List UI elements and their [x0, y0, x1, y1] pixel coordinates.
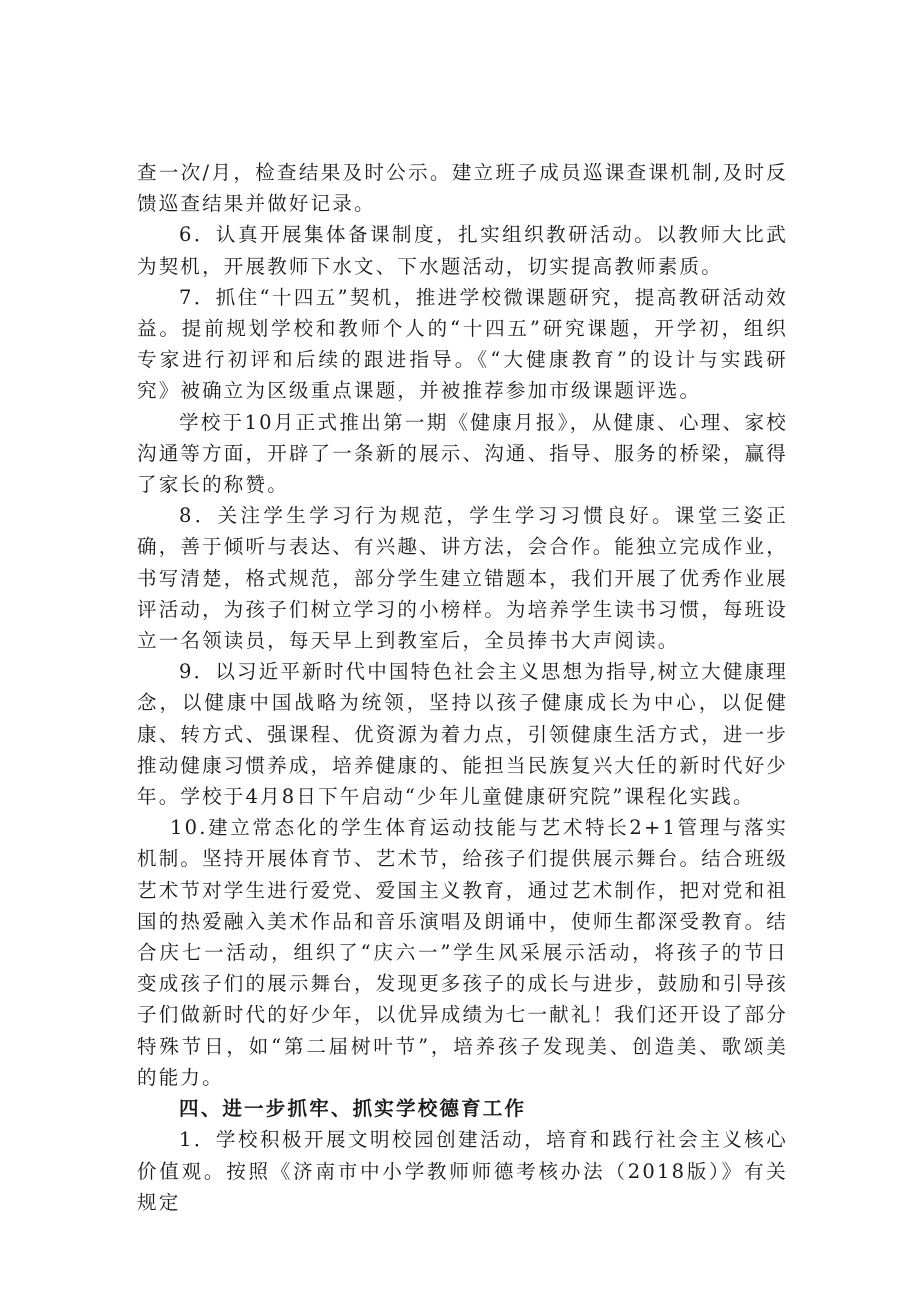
- document-body: [137, 157, 788, 1218]
- section-heading-moral-education: 四、进一步抓牢、抓实学校德育工作: [179, 1097, 527, 1121]
- paragraph-item-9: 9．以习近平新时代中国特色社会主义思想为指导,树立大健康理念，以健康中国战略为统领，坚持以孩子健康成长为中心，以促健康、转方式、强课程、优资源为着力点，引领健康生活方式，进一步推动健康习惯养成，培养健康的、能担当民族复兴大任的新时代好少年。学校于4月8日下午启动“少年儿童健康研究院”课程化实践。: [137, 660, 789, 809]
- paragraph-inspection-continued: 查一次/月，检查结果及时公示。建立班子成员巡课查课机制,及时反馈巡查结果并做好记录。: [137, 161, 788, 216]
- paragraph-item-7: 7．抓住“十四五”契机，推进学校微课题研究，提高教研活动效益。提前规划学校和教师个人的“十四五”研究课题，开学初，组织专家进行初评和后续的跟进指导。《“大健康教育”的设计与实践研究》被确立为区级重点课题，并被推荐参加市级课题评选。: [137, 285, 788, 403]
- paragraph-section-4-item-1: 1．学校积极开展文明校园创建活动，培育和践行社会主义核心价值观。按照《济南市中小学教师师德考核办法（2018版）》有关规定: [137, 1128, 788, 1214]
- paragraph-health-monthly: 学校于10月正式推出第一期《健康月报》，从健康、心理、家校沟通等方面，开辟了一条新的展示、沟通、指导、服务的桥梁，赢得了家长的称赞。: [137, 410, 789, 497]
- paragraph-item-6: 6．认真开展集体备课制度，扎实组织教研活动。以教师大比武为契机，开展教师下水文、下水题活动，切实提高教师素质。: [137, 223, 788, 278]
- paragraph-item-8: 8．关注学生学习行为规范，学生学习习惯良好。课堂三姿正确，善于倾听与表达、有兴趣、讲方法，会合作。能独立完成作业，书写清楚，格式规范，部分学生建立错题本，我们开展了优秀作业展评活动，为孩子们树立学习的小榜样。为培养学生读书习惯，每班设立一名领读员，每天早上到教室后，全员捧书大声阅读。: [137, 504, 789, 653]
- paragraph-item-10: 10.建立常态化的学生体育运动技能与艺术特长2+1管理与落实机制。坚持开展体育节、艺术节，给孩子们提供展示舞台。结合班级艺术节对学生进行爱党、爱国主义教育，通过艺术制作，把对党和祖国的热爱融入美术作品和音乐演唱及朗诵中，使师生都深受教育。结合庆七一活动，组织了“庆六一”学生风采展示活动，将孩子的节日变成孩子们的展示舞台，发现更多孩子的成长与进步，鼓励和引导孩子们做新时代的好少年，以优异成绩为七一献礼！我们还开设了部分特殊节日，如“第二届树叶节”，培养孩子发现美、创造美、歌颂美的能力。: [137, 816, 789, 1089]
